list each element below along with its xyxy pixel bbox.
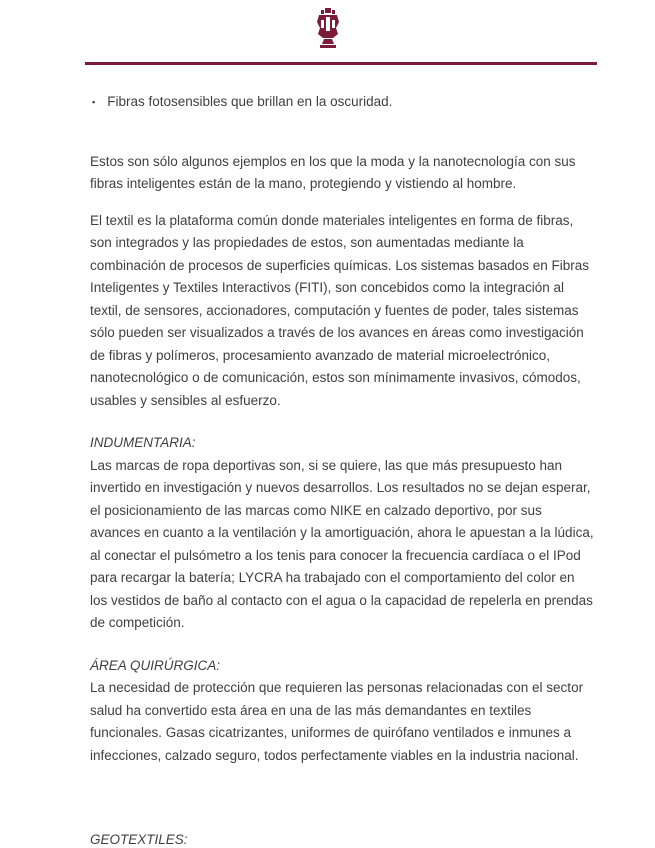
ipn-logo-icon xyxy=(313,8,343,50)
bullet-icon: ▪ xyxy=(92,97,96,107)
section-body-area-quirurgica: La necesidad de protección que requieren las personas relacionadas con el sector salud ha convertido esta área en una de las más demandantes en textiles funcionales. Gasas cicatrizantes, uniformes de quirófano ventilados e inmunes a infecciones, calzado seguro, todos perfectamente viables en la industria nacional. xyxy=(90,680,584,763)
heading-area-quirurgica: ÁREA QUIRÚRGICA: xyxy=(90,657,221,673)
bullet-text: Fibras fotosensibles que brillan en la oscuridad. xyxy=(107,94,393,109)
heading-geotextiles: GEOTEXTILES: xyxy=(90,832,188,847)
document-body xyxy=(0,65,655,848)
heading-indumentaria: INDUMENTARIA: xyxy=(90,435,196,450)
paragraph-intro: Estos son sólo algunos ejemplos en los que la moda y la nanotecnología con sus fibras inteligentes están de la mano, protegiendo y vistiendo al hombre. xyxy=(90,153,576,191)
bullet-item xyxy=(92,91,595,114)
paragraph-textile-platform: El textil es la plataforma común donde materiales inteligentes en forma de fibras, son integrados y las propiedades de estos, son aumentadas mediante la combinación de procesos de superficies químicas. Los sistemas basados en Fibras Inteligentes y Textiles Interactivos (FITI), son concebidos como la integración al textil, de sensores, accionadores, computación y fuentes de poder, tales sistemas sólo pueden ser visualizados a través de los avances en áreas como investigación de fibras y polímeros, procesamiento avanzado de material microelectrónico, nanotecnológico o de comunicación, estos son mínimamente invasivos, cómodos, usables y sensibles al esfuerzo. xyxy=(90,212,589,408)
section-body-indumentaria: Las marcas de ropa deportivas son, si se quiere, las que más presupuesto han invertido en investigación y nuevos desarrollos. Los resultados no se dejan esperar, el posicionamiento de las marcas como NIKE en calzado deportivo, por sus avances en cuanto a la ventilación y la amortiguación, ahora le apuestan a la lúdica, al conectar el pulsómetro a los tenis para conocer la frecuencia cardíaca o el IPod para recargar la batería; LYCRA ha trabajado con el comportamiento del color en los vestidos de baño al contacto con el agua o la capacidad de repelerla en prendas de competición. xyxy=(90,457,594,630)
document-header xyxy=(0,0,655,65)
